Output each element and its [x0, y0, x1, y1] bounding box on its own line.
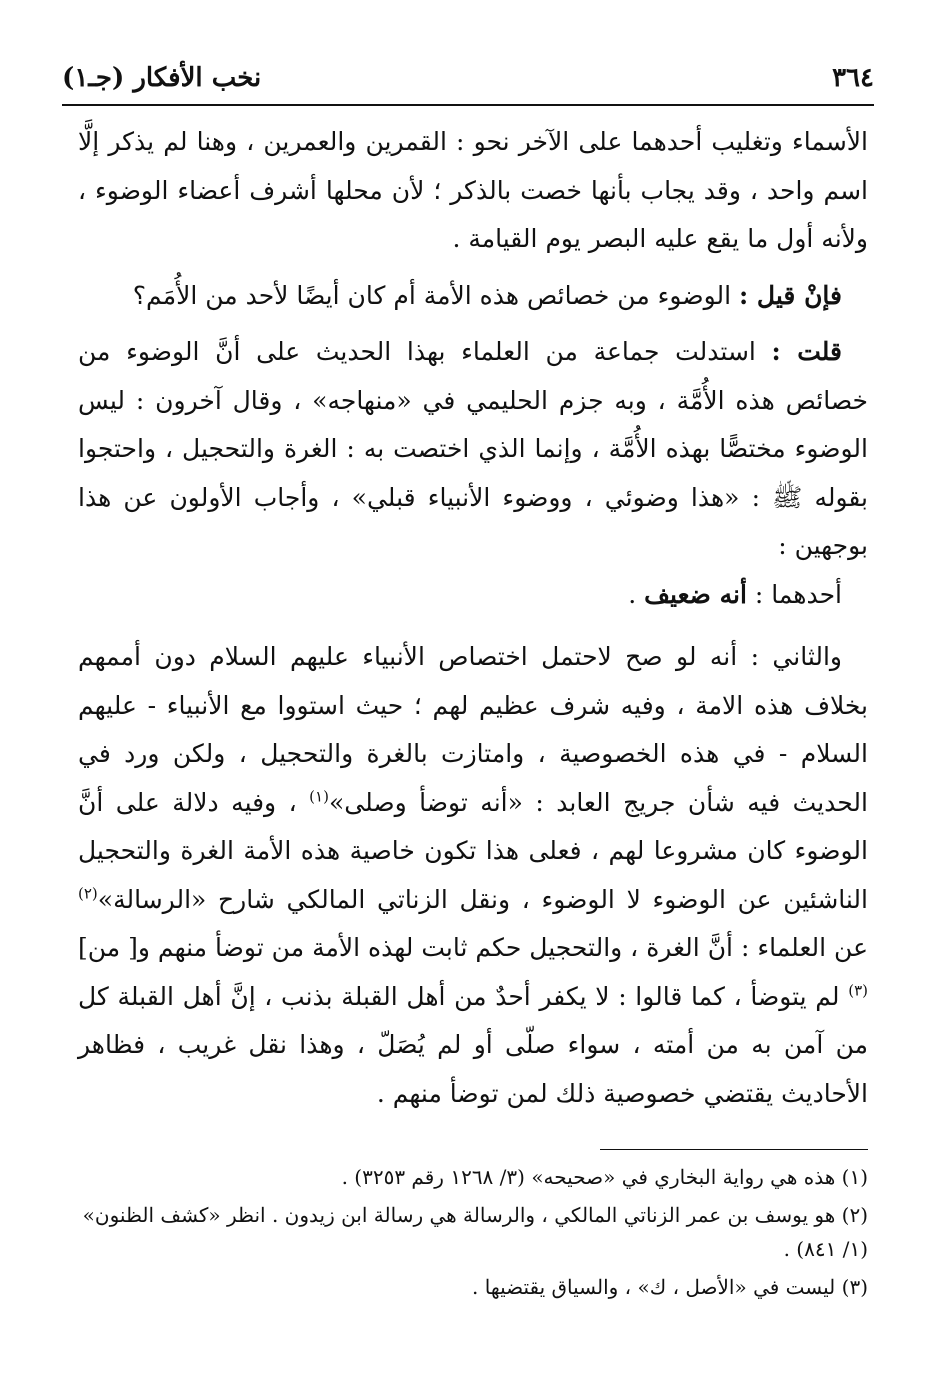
paragraph-5-part-c: عن العلماء : أنَّ الغرة ، والتحجيل حكم ثابت لهذه الأمة من توضأ منهم و[ من] [78, 933, 868, 962]
paragraph-2 [78, 272, 868, 321]
paragraph-4 [78, 571, 868, 620]
paragraph-1: الأسماء وتغليب أحدهما على الآخر نحو : القمرين والعمرين ، وهنا لم يذكر إلَّا اسم واحد ، وقد يجاب بأنها خصت بالذكر ؛ لأن محلها أشرف أعضاء الوضوء ، ولأنه أول ما يقع عليه البصر يوم القيامة . [78, 127, 868, 253]
paragraph-5 [78, 633, 868, 1118]
paragraph-4-end: . [628, 579, 645, 609]
footnote-ref-2[interactable]: (٢) [78, 884, 98, 903]
paragraph-4-bold: أنه ضعيف [644, 579, 747, 609]
footnote-ref-3[interactable]: (٣) [848, 981, 868, 1000]
footnote-1: (١) هذه هي رواية البخاري في «صحيحه» (٣/ ١٢٦٨ رقم ٣٢٥٣) . [341, 1165, 868, 1189]
paragraph-3-lead: قلت : [771, 337, 842, 366]
paragraph-5-part-d: لم يتوضأ ، كما قالوا : لا يكفر أحدٌ من أهل القبلة بذنب ، إنَّ أهل القبلة كل من آمن به من أمته ، سواء صلّى أو لم يُصَلّ ، وهذا نقل غريب ، فظاهر الأحاديث يقتضي خصوصية ذلك لمن توضأ منهم . [78, 981, 868, 1108]
header-rule [62, 104, 874, 106]
footnote-2: (٢) هو يوسف بن عمر الزناتي المالكي ، والرسالة هي رسالة ابن زيدون . انظر «كشف الظنون» (١/ ٨٤١) . [82, 1203, 868, 1261]
paragraph-3-text: استدلت جماعة من العلماء بهذا الحديث على أنَّ الوضوء من خصائص هذه الأُمَّة ، وبه جزم الحليمي في «منهاجه» ، وقال آخرون : ليس الوضوء مختصًّا بهذه الأُمَّة ، وإنما الذي اختصت به : الغرة والتحجيل ، واحتجوا بقوله ﷺ : «هذا وضوئي ، ووضوء الأنبياء قبلي» ، وأجاب الأولون عن هذا بوجهين : [78, 337, 868, 560]
main-text [78, 118, 868, 1118]
book-title: نخب الأفكار (جـ١) [62, 63, 262, 93]
footnotes [70, 1160, 868, 1304]
footnote-ref-1[interactable]: (١) [309, 787, 329, 806]
footnote-separator [600, 1149, 868, 1150]
page-number: ٣٦٤ [832, 63, 874, 93]
footnote-3: (٣) ليست في «الأصل ، ك» ، والسياق يقتضيها . [472, 1275, 868, 1299]
paragraph-5-part-a: والثاني : أنه لو صح لاحتمل اختصاص الأنبياء عليهم السلام دون أممهم بخلاف هذه الامة ، وفيه شرف عظيم لهم ؛ حيث استووا مع الأنبياء - عليهم السلام - في هذه الخصوصية ، وامتازت بالغرة والتحجيل ، ولكن ورد في الحديث فيه شأن جريج العابد : «أنه توضأ وصلى» [78, 642, 868, 817]
paragraph-3 [78, 328, 868, 571]
paragraph-2-text: الوضوء من خصائص هذه الأمة أم كان أيضًا لأحد من الأُمَم؟ [132, 280, 739, 310]
paragraph-2-lead: فإنْ قيل : [739, 280, 842, 310]
paragraph-5-part-b: ، وفيه دلالة على أنَّ الوضوء كان مشروعا لهم ، فعلى هذا تكون خاصية هذه الأمة الغرة والتحجيل الناشئين عن الوضوء لا الوضوء ، ونقل الزناتي المالكي شارح «الرسالة» [78, 787, 868, 914]
paragraph-4-lead: أحدهما : [746, 579, 842, 609]
page-header [62, 58, 874, 98]
